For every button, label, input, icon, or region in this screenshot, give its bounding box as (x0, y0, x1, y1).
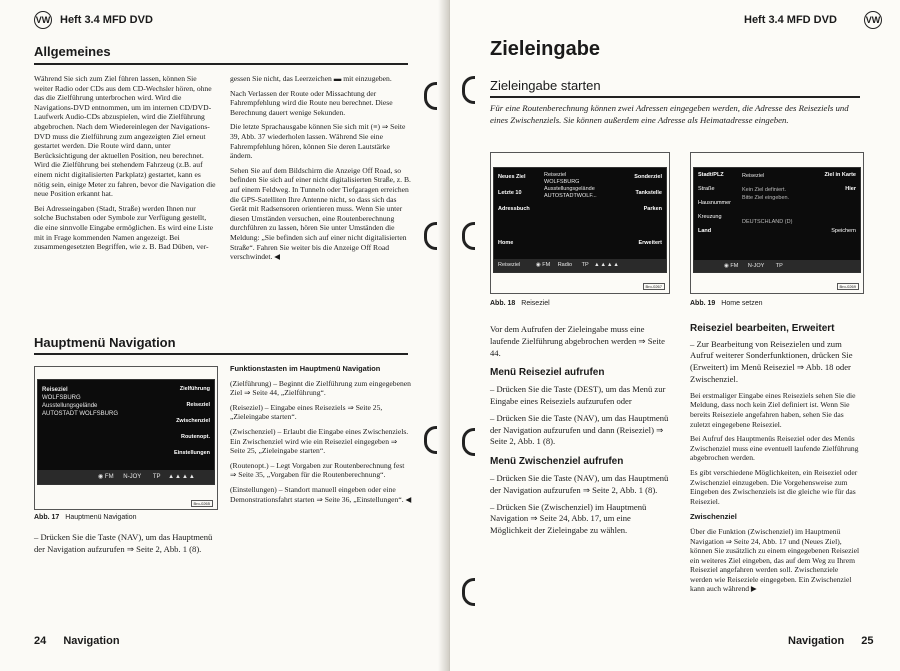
right-page (450, 0, 900, 671)
function-key-item: (Reiseziel) – Eingabe eines Reiseziels ⇒ Seite 25, „Zieleingabe starten“. (230, 402, 383, 422)
screen-button-routenopt: Routenopt. (180, 434, 210, 440)
binding-mark (424, 222, 437, 250)
status-text: N-JOY (747, 263, 765, 269)
header-title: Heft 3.4 MFD DVD (60, 14, 153, 26)
paragraph: Bei Adresseingaben (Stadt, Straße) werden Ihnen nur solche Buchstaben oder Symbole zur Verfügung gestellt, die eine sinnvolle Eingabe ermöglichen. Es wird eine Liste mit in Frage kommenden Namen angezeigt. Bei zusammengesetzten Begriffen, wie z. B. Bad Düben, ver- (34, 203, 214, 252)
screen-button-zwischenziel: Zwischenziel (176, 418, 210, 424)
screen-destination-info (544, 172, 597, 200)
status-text: Radio (557, 262, 573, 268)
figure-code: Bro-0265 (191, 500, 213, 507)
figure-18-frame (490, 152, 670, 294)
figure-17-frame (34, 366, 218, 510)
intro-text: Für eine Routenberechnung können zwei Adressen eingegeben werden, die Adresse des Reiseziels und eines Zwischenziels. Sie können außerdem eine Adresse als Heimatadresse eingeben. (490, 103, 849, 125)
screen-line: Bitte Ziel eingeben. (742, 195, 790, 201)
binding-mark (462, 578, 475, 606)
paragraph: Sehen Sie auf dem Bildschirm die Anzeige Off Road, so befinden Sie sich auf einer nicht digitalisierten Straße, z. B. auf einem Feldweg. In Tunneln oder Tiefgaragen erreichen die GPS-Satelliten Ihre Antenne nicht, so dass sich das Gerät mit Radsensoren orientieren muss. Wenn Sie unter diesen Umständen versuchen, eine Routenberechnung durchführen zu lassen, hören Sie unter Umständen die Meldung: „Sie befinden sich auf einer nicht digitalisierten Straße“. Fahren Sie weiter bis die Anzeige Off Road verschwindet. ◀ (230, 165, 411, 262)
status-text: Reiseziel (498, 262, 521, 268)
status-text: TP (775, 263, 783, 269)
screen-button-speichern: Speichern (831, 228, 856, 234)
binding-mark (462, 222, 475, 250)
status-text: FM (730, 263, 739, 269)
function-key-item: (Zielführung) – Beginnt die Zielführung zum eingegebenen Ziel ⇒ Seite 44, „Zielführung“. (230, 378, 411, 398)
screen-status-bar (494, 259, 666, 272)
figure-caption: Hauptmenü Navigation (65, 514, 137, 521)
paragraph: Vor dem Aufrufen der Zieleingabe muss eine laufende Zielführung abgebrochen werden ⇒ Seite 44. (490, 324, 665, 358)
screen-line: Ausstellungsgelände (42, 403, 98, 409)
zwischenziel-title: Zwischenziel (690, 512, 737, 522)
footer-label: Navigation (63, 635, 120, 647)
page-number: 24 (34, 635, 47, 647)
figure-code: Bro-0267 (643, 283, 665, 290)
vw-logo-icon: VW (864, 11, 882, 29)
edit-section-title: Reiseziel bearbeiten, Erweitert (690, 323, 835, 334)
instruction-item: – Drücken Sie (Zwischenziel) im Hauptmenü Navigation ⇒ Seite 24, Abb. 17, um eine Möglichkeit der Zieleingabe zu wählen. (490, 501, 647, 536)
header-title: Heft 3.4 MFD DVD (744, 14, 837, 26)
screen-button-kreuzung: Kreuzung (698, 214, 722, 220)
section-title-allgemeines: Allgemeines (34, 44, 111, 59)
screen-button-tankstelle: Tankstelle (635, 190, 662, 196)
screen-line: Reiseziel (42, 387, 68, 393)
screen-button-neues-ziel: Neues Ziel (498, 174, 526, 180)
screen-status-bar (694, 260, 860, 272)
status-text: TP (152, 474, 161, 480)
text-column-a (490, 324, 674, 542)
status-text: TP (581, 262, 589, 268)
section-rule (34, 353, 408, 355)
binding-mark (462, 76, 475, 104)
text-column-b (690, 324, 862, 599)
fig17-instruction: – Drücken Sie die Taste (NAV), um das Hauptmenü der Navigation aufzurufen ⇒ Seite 2, Abb. 1 (8). (34, 532, 213, 554)
sub-title: Zieleingabe starten (490, 78, 601, 93)
screen-line: DEUTSCHLAND (D) (742, 219, 793, 225)
figure-number: Abb. 19 (690, 300, 716, 307)
traffic-icons: ▲▲▲▲ (168, 474, 196, 480)
traffic-icons: ▲▲▲▲ (594, 262, 620, 268)
screen-button-stadt-plz: Stadt/PLZ (698, 172, 724, 178)
screen-line: AUTOSTADTWOLF... (544, 193, 597, 199)
screen-destination-info (742, 172, 792, 226)
screen-button-letzte-10: Letzte 10 (498, 190, 522, 196)
screen-button-erweitert: Erweitert (638, 240, 662, 246)
screen-line: Reiseziel (742, 173, 765, 179)
screen-button-parken: Parken (643, 206, 662, 212)
section-rule (34, 63, 408, 65)
figure-caption: Reiseziel (521, 300, 550, 307)
nav-screen-17 (37, 379, 215, 485)
nav-screen-19 (693, 167, 861, 273)
footer-label: Navigation (788, 635, 845, 647)
footer (34, 635, 120, 647)
status-text: FM (104, 474, 114, 480)
screen-button-zielfuehrung: Zielführung (179, 386, 210, 392)
function-key-item: (Zwischenziel) – Erlaubt die Eingabe eines Zwischenziels. Ein Zwischenziel wird wie ein Reiseziel eingegeben ⇒ Seite 25, „Zieleingabe starten“. (230, 426, 409, 456)
screen-line: Ausstellungsgelände (544, 186, 595, 192)
vw-logo-icon: VW (34, 11, 52, 29)
paragraph: Bei erstmaliger Eingabe eines Reiseziels sehen Sie die Meldung, dass noch kein Ziel definiert ist. Wenn Sie bereits Reiseziele angefahren haben, sehen Sie das zuletzt eingegebene Reiseziel. (690, 390, 856, 429)
left-page (0, 0, 446, 671)
screen-button-reiseziel: Reiseziel (186, 402, 210, 408)
page-number: 25 (861, 635, 874, 647)
section-rule (490, 96, 860, 98)
function-key-item: (Routenopt.) – Legt Vorgaben zur Routenberechnung fest ⇒ Seite 35, „Vorgaben für die Routenberechnung“. (230, 460, 405, 480)
menu-reiseziel-title: Menü Reiseziel aufrufen (490, 367, 605, 379)
figure-19-caption (690, 300, 763, 307)
function-keys-title: Funktionstasten im Hauptmenü Navigation (230, 364, 381, 373)
figure-caption: Home setzen (721, 300, 763, 307)
screen-line: Kein Ziel definiert. (742, 187, 787, 193)
instruction-item: – Zur Bearbeitung von Reisezielen und zum Aufruf weiterer Sonderfunktionen, drücken Sie (Erweitert) im Menü Reiseziel ⇒ Abb. 18 oder Zwischenziel. (690, 338, 853, 384)
figure-code: Bro-0269 (837, 283, 859, 290)
screen-line: AUTOSTADT WOLFSBURG (42, 411, 119, 417)
binding-mark (424, 426, 437, 454)
figure-19-frame (690, 152, 864, 294)
text-column-2 (230, 74, 412, 267)
menu-zwischenziel-title: Menü Zwischenziel aufrufen (490, 456, 624, 468)
signal-icon: ◉ (724, 263, 729, 269)
screen-button-strasse: Straße (698, 186, 715, 192)
paragraph: gessen Sie nicht, das Leerzeichen ▬ mit einzugeben. (230, 74, 392, 83)
instruction-item: – Drücken Sie die Taste (NAV), um das Hauptmenü der Navigation aufzurufen und dann (Reiseziel) ⇒ Seite 2, Abb. 1 (8). (490, 412, 669, 447)
paragraph: Es gibt verschiedene Möglichkeiten, ein Reiseziel oder Zwischenziel einzugeben. Die Vorgehensweise zum Eingeben des Zwischenziels ist die gleiche wie für das Reiseziel. (690, 467, 858, 506)
screen-button-sonderziel: Sonderziel (634, 174, 662, 180)
screen-button-hier: Hier (845, 186, 856, 192)
paragraph: Bei Aufruf des Hauptmenüs Reiseziel oder des Menüs Zwischenziel muss eine eventuell laufende Zielführung abgebrochen werden. (690, 434, 859, 463)
binding-mark (462, 428, 475, 456)
instruction-item: – Drücken Sie die Taste (NAV), um das Hauptmenü der Navigation aufzurufen ⇒ Seite 2, Abb. 1 (8). (490, 472, 669, 495)
paragraph: Nach Verlassen der Route oder Missachtung der Fahrempfehlung wird die Route neu berechnet. Diese Berechnung dauert wenige Sekunden. (230, 88, 393, 117)
status-text: N-JOY (123, 474, 142, 480)
figure-number: Abb. 18 (490, 300, 516, 307)
instruction-item: – Drücken Sie die Taste (DEST), um das Menü zur Eingabe eines Reiseziels aufzurufen oder (490, 384, 666, 406)
screen-line: Reiseziel (544, 172, 567, 178)
screen-line: WOLFSBURG (42, 395, 81, 401)
function-keys-column (230, 364, 412, 509)
screen-button-ziel-in-karte: Ziel in Karte (824, 172, 856, 178)
page-title: Zieleingabe (490, 38, 601, 60)
signal-icon: ◉ (98, 474, 104, 480)
footer (788, 635, 874, 647)
screen-button-adressbuch: Adressbuch (498, 206, 530, 212)
screen-button-home: Home (498, 240, 514, 246)
text-column-1 (34, 74, 216, 257)
binding-mark (424, 82, 437, 110)
figure-17-caption (34, 514, 137, 521)
screen-button-einstellungen: Einstellungen (173, 450, 210, 456)
screen-button-hausnummer: Hausnummer (698, 200, 732, 206)
function-key-item: (Einstellungen) – Standort manuell eingeben oder eine Demonstrationsfahrt starten ⇒ Seite 36, „Einstellungen“. ◀ (230, 484, 412, 504)
screen-button-land: Land (698, 228, 712, 234)
paragraph: Während Sie sich zum Ziel führen lassen, können Sie weiter Radio oder CDs aus dem CD-Wechsler hören, ohne das die Zielführung unterbrochen wird. Wird die Navigations-DVD entnommen, um im internen CD/DVD-Laufwerk Audio-CDs abzuspielen, wird die Zielführung abgebrochen. Nach dem Wiedereinlegen der Navigations-DVD muss die Zielführung zum angezeigten Ziel erneut gestartet werden. Die Route wird dann, unter Berücksichtigung der aktuellen Position, neu berechnet. Wird die Zielführung bei stehendem Fahrzeug (z.B. auf einem nicht digitalisierten Parkplatz) gestartet, kann es nötig sein, einige Meter zu fahren, bevor die Navigation die neue Position erkannt hat. (34, 74, 216, 199)
signal-icon: ◉ (535, 262, 541, 268)
figure-18-caption (490, 300, 550, 307)
figure-number: Abb. 17 (34, 514, 60, 521)
status-text: FM (542, 262, 551, 268)
section-title-hauptmenue: Hauptmenü Navigation (34, 335, 176, 350)
paragraph: Über die Funktion (Zwischenziel) im Hauptmenü Navigation ⇒ Seite 24, Abb. 17 und (Neues Ziel), können Sie zusätzlich zu einem eingegebenen Reiseziel ein weiteres Ziel eingeben, das auf dem Weg zu Ihrem Reiseziel angefahren werden soll. Zwischenziele werden wie Reiseziele eingegeben. Ein Zwischenziel kann auch während ▶ (690, 526, 860, 594)
screen-destination-info (42, 386, 118, 418)
screen-line: WOLFSBURG (544, 179, 580, 185)
screen-status-bar (38, 470, 214, 484)
nav-screen-18 (493, 167, 667, 273)
paragraph: Die letzte Sprachausgabe können Sie sich mit (≡) ⇒ Seite 39, Abb. 37 wiederholen lassen. Während Sie eine Fahrempfehlung hören, können Sie deren Lautstärke ändern. (230, 122, 406, 161)
